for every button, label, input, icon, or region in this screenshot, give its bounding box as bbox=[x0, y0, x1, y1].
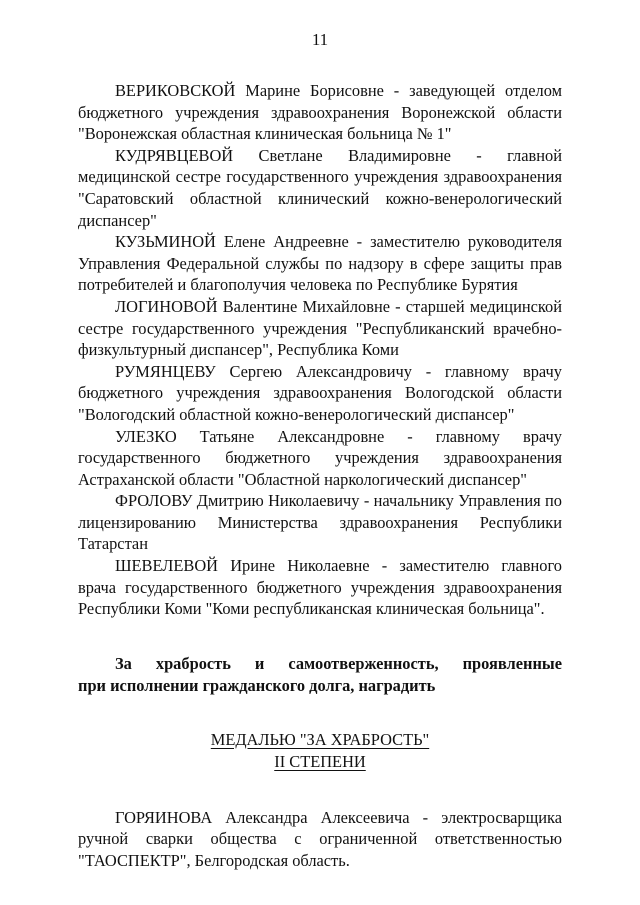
document-body bbox=[78, 80, 562, 872]
award-intro-line1: За храбрость и самоотверженность, проявленные bbox=[115, 653, 562, 673]
award-recipient: ГОРЯИНОВА Александра Алексеевича - электросварщика ручной сварки общества с ограниченной ответственностью "ТАОСПЕКТР", Белгородская область. bbox=[78, 807, 562, 871]
medal-title-line2: II СТЕПЕНИ bbox=[274, 751, 366, 771]
award-entry: ЛОГИНОВОЙ Валентине Михайловне - старшей медицинской сестре государственного учреждения "Республиканский врачебно-физкультурный диспансер", Республика Коми bbox=[78, 296, 562, 360]
award-entry: ШЕВЕЛЕВОЙ Ирине Николаевне - заместителю главного врача государственного бюджетного учреждения здравоохранения Республики Коми "Коми республиканская клиническая больница". bbox=[78, 556, 562, 619]
award-intro-line2: при исполнении гражданского долга, наградить bbox=[78, 675, 436, 695]
medal-title-line1: МЕДАЛЬЮ "ЗА ХРАБРОСТЬ" bbox=[210, 729, 430, 749]
award-intro bbox=[78, 653, 562, 697]
page-number: 11 bbox=[311, 30, 329, 49]
award-entry: ВЕРИКОВСКОЙ Марине Борисовне - заведующей отделом бюджетного учреждения здравоохранения Воронежской области "Воронежская областная клиническая больница № 1" bbox=[78, 81, 562, 144]
award-entry: КУЗЬМИНОЙ Елене Андреевне - заместителю руководителя Управления Федеральной службы по надзору в сфере защиты прав потребителей и благополучия человека по Республике Бурятия bbox=[78, 232, 562, 295]
award-entry: ФРОЛОВУ Дмитрию Николаевичу - начальнику Управления по лицензированию Министерства здравоохранения Республики Татарстан bbox=[78, 491, 562, 554]
award-entry: РУМЯНЦЕВУ Сергею Александровичу - главному врачу бюджетного учреждения здравоохранения Вологодской области "Вологодский областной кожно-венерологический диспансер" bbox=[78, 361, 562, 424]
award-entry: КУДРЯВЦЕВОЙ Светлане Владимировне - главной медицинской сестре государственного учреждения здравоохранения "Саратовский областной клинический кожно-венерологический диспансер" bbox=[78, 145, 562, 230]
award-entry: УЛЕЗКО Татьяне Александровне - главному врачу государственного бюджетного учреждения здравоохранения Астраханской области "Областной наркологический диспансер" bbox=[78, 426, 562, 489]
medal-title bbox=[78, 729, 562, 773]
